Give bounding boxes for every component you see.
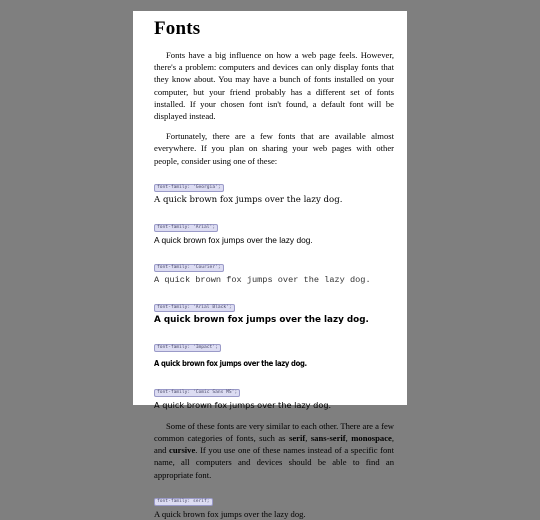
sample-text: A quick brown fox jumps over the lazy dog.: [154, 234, 313, 245]
third-paragraph: [154, 420, 394, 481]
code-label: font-family: 'Courier';: [154, 264, 224, 272]
term-cursive: cursive: [169, 445, 196, 456]
term-sans-serif: sans-serif: [310, 433, 346, 444]
sample-text: A quick brown fox jumps over the lazy dog.: [154, 194, 343, 205]
font-sample-comic-sans: [154, 380, 394, 411]
font-sample-impact: [154, 335, 394, 371]
third-paragraph-part2: . If you use one of these names instead of a specific font name, all computers and devices should be able to find an appropriate font.: [154, 445, 394, 480]
code-label: font-family: 'Georgia';: [154, 184, 224, 192]
term-serif: serif: [288, 433, 306, 444]
second-paragraph: Fortunately, there are a few fonts that are available almost everywhere. If you plan on sharing your web pages with other people, consider using one of these:: [154, 131, 394, 166]
document-page: [133, 11, 407, 519]
sample-text: A quick brown fox jumps over the lazy dog.: [154, 314, 369, 325]
term-monospace: monospace: [351, 433, 392, 444]
page-title: Fonts: [154, 18, 201, 39]
font-sample-arial: [154, 215, 394, 246]
sample-text: A quick brown fox jumps over the lazy dog.: [154, 508, 306, 519]
code-label: font-family: 'Comic Sans MS';: [154, 389, 240, 397]
font-sample-georgia: [154, 175, 394, 206]
comma: ,: [305, 433, 311, 444]
comma: ,: [345, 433, 352, 444]
code-label: font-family: serif;: [154, 498, 213, 506]
and-word: , and: [154, 433, 395, 456]
font-sample-courier: [154, 255, 394, 286]
sample-text: A quick brown fox jumps over the lazy dog.: [154, 358, 307, 368]
code-label: font-family: 'Arial';: [154, 224, 218, 232]
code-label: font-family: 'Impact';: [154, 344, 221, 352]
sample-text: A quick brown fox jumps over the lazy dog.: [154, 274, 371, 285]
font-sample-arial-black: [154, 295, 394, 326]
font-sample-serif: [154, 489, 394, 520]
intro-paragraph: Fonts have a big influence on how a web page feels. However, there's a problem: computers and devices can only display fonts that they know about. You may have a bunch of fonts installed on your computer, but your friend probably has a different set of fonts installed. If your chosen font isn't found, a default font will be displayed instead.: [154, 50, 394, 122]
code-label: font-family: 'Arial Black';: [154, 304, 235, 312]
third-paragraph-part1: Some of these fonts are very similar to each other. There are a few common categories of fonts, such as: [154, 420, 394, 444]
sample-text: A quick brown fox jumps over the lazy dog.: [154, 399, 332, 410]
